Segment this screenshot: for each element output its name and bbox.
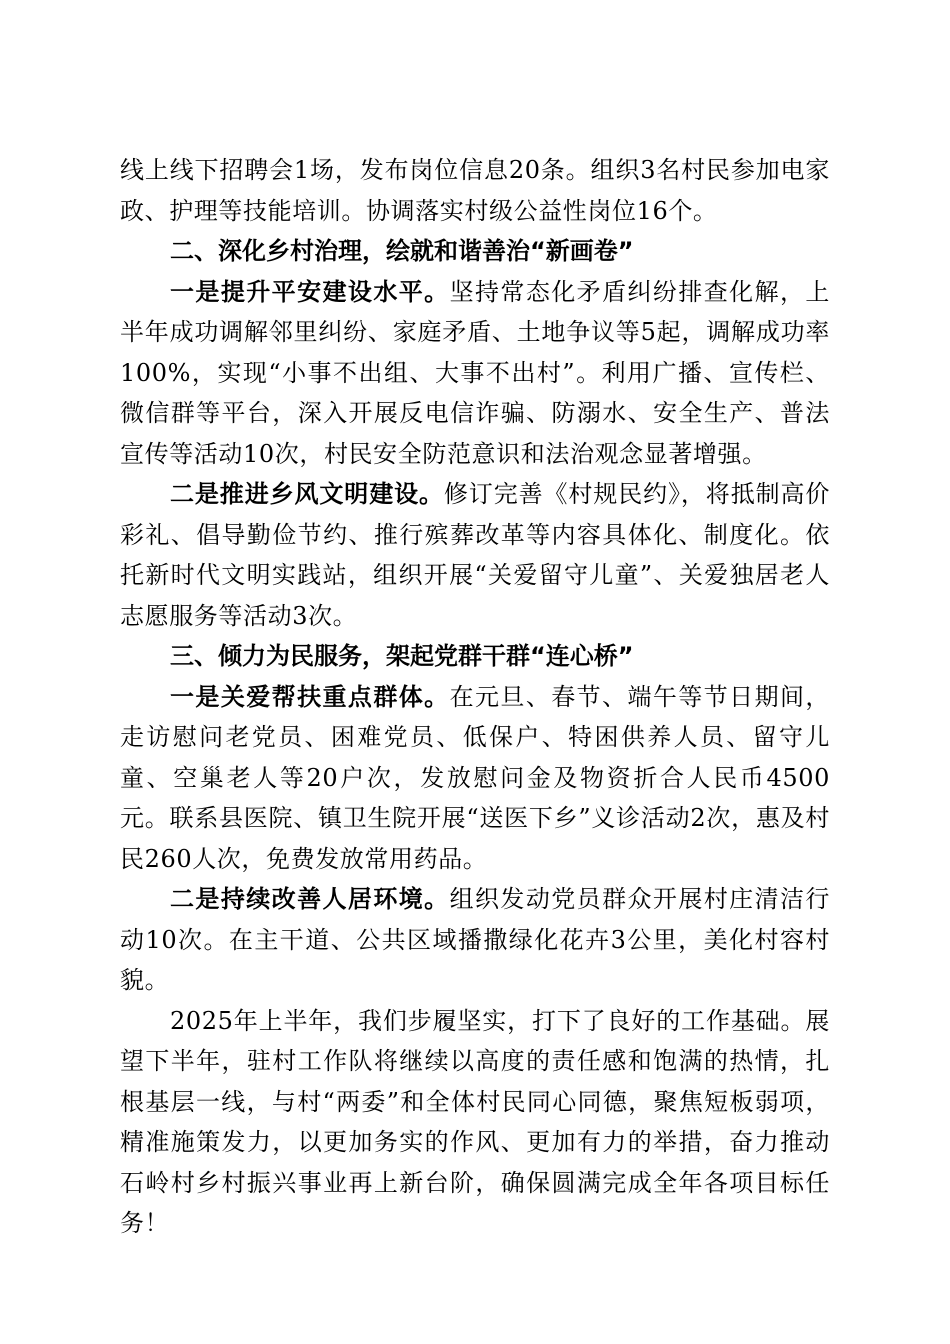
paragraph-lead: 一是关爱帮扶重点群体。 [170, 682, 450, 711]
heading-text: 二、深化乡村治理，绘就和谐善治“新画卷” [170, 237, 634, 265]
paragraph-lead: 二是持续改善人居环境。 [170, 885, 450, 913]
section-heading-governance [120, 231, 830, 272]
section-heading-service [120, 636, 830, 677]
paragraph-lead: 一是提升平安建设水平。 [170, 277, 450, 306]
paragraph-text: 修订完善《村规民约》，将抵制高价彩礼、倡导勤俭节约、推行殡葬改革等内容具体化、制度化。依托新时代文明实践站，组织开展“关爱留守儿童”、关爱独居老人志愿服务等活动3次。 [120, 480, 830, 630]
paragraph-lead: 二是推进乡风文明建设。 [170, 480, 444, 508]
paragraph-civility [120, 474, 830, 636]
paragraph-public-safety [120, 272, 830, 475]
document-body [120, 150, 830, 1244]
paragraph-environment [120, 879, 830, 1001]
heading-text: 三、倾力为民服务，架起党群干群“连心桥” [170, 642, 634, 670]
paragraph-text: 2025年上半年，我们步履坚实，打下了良好的工作基础。展望下半年，驻村工作队将继续以高度的责任感和饱满的热情，扎根基层一线，与村“两委”和全体村民同心同德，聚焦短板弱项，精准施策发力，以更加务实的作风、更加有力的举措，奋力推动石岭村乡村振兴事业再上新台阶，确保圆满完成全年各项目标任务！ [120, 1006, 830, 1237]
paragraph-text: 组织发动党员群众开展村庄清洁行动10次。在主干道、公共区域播撒绿化花卉3公里，美化村容村貌。 [120, 885, 830, 994]
paragraph-key-groups [120, 677, 830, 880]
paragraph-text: 坚持常态化矛盾纠纷排查化解，上半年成功调解邻里纠纷、家庭矛盾、土地争议等5起，调解成功率100%，实现“小事不出组、大事不出村”。利用广播、宣传栏、微信群等平台，深入开展反电信诈骗、防溺水、安全生产、普法宣传等活动10次，村民安全防范意识和法治观念显著增强。 [120, 277, 830, 468]
paragraph-text: 在元旦、春节、端午等节日期间，走访慰问老党员、困难党员、低保户、特困供养人员、留守儿童、空巢老人等20户次，发放慰问金及物资折合人民币4500元。联系县医院、镇卫生院开展“送医下乡”义诊活动2次，惠及村民260人次，免费发放常用药品。 [120, 682, 830, 873]
continuation-paragraph [120, 150, 830, 231]
paragraph-text: 线上线下招聘会1场，发布岗位信息20条。组织3名村民参加电家政、护理等技能培训。协调落实村级公益性岗位16个。 [120, 156, 830, 225]
paragraph-conclusion [120, 1001, 830, 1244]
